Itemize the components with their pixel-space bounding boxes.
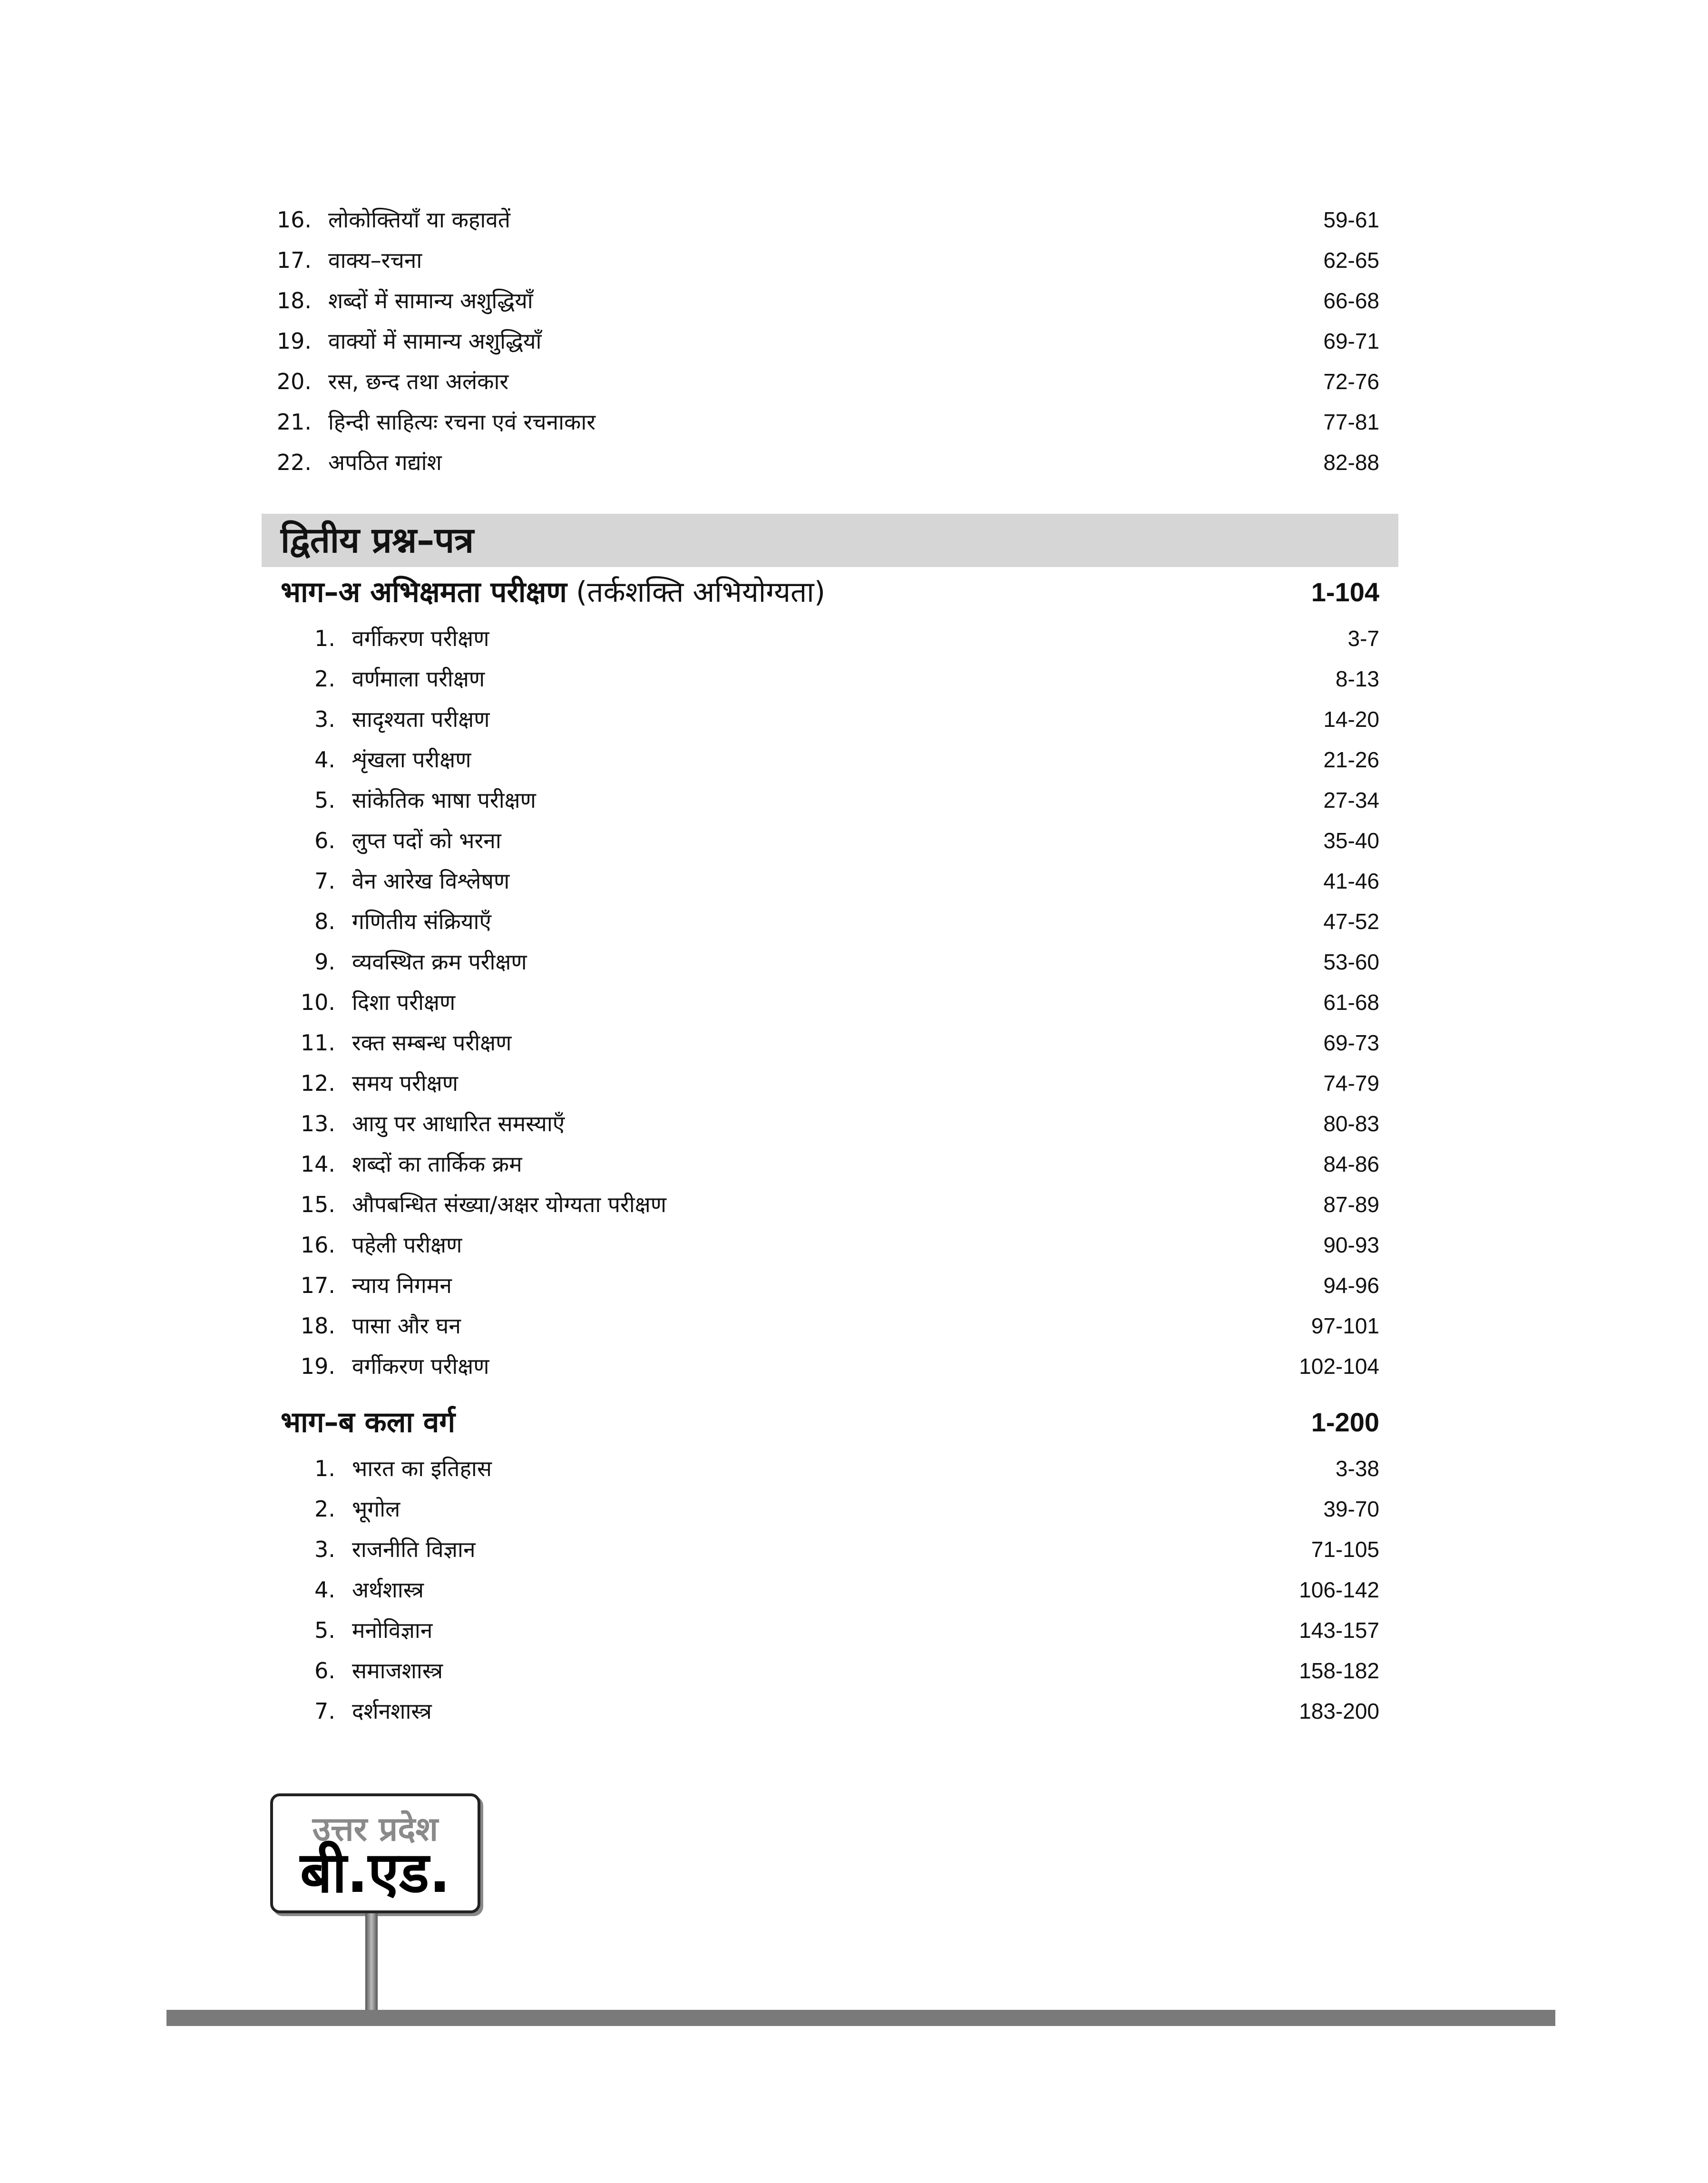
logo-line2: बी.एड.: [300, 1840, 450, 1905]
toc-num: 16.: [300, 1232, 335, 1258]
toc-num: 17.: [276, 247, 312, 273]
part-a-pages: 1-104: [1311, 577, 1379, 607]
toc-pages: 62-65: [1323, 248, 1379, 273]
toc-title: भूगोल: [352, 1496, 400, 1522]
logo-line1: उत्तर प्रदेश: [312, 1810, 439, 1849]
toc-pages: 143-157: [1299, 1618, 1379, 1643]
toc-row: [262, 240, 1394, 281]
toc-pages: 84-86: [1323, 1152, 1379, 1176]
section-band: [262, 514, 1398, 567]
toc-pages: 3-38: [1335, 1456, 1379, 1481]
toc-title: हिन्दी साहित्यः रचना एवं रचनाकार: [328, 409, 596, 435]
toc-num: 11.: [300, 1030, 335, 1056]
toc-title: वर्णमाला परीक्षण: [352, 666, 485, 692]
toc-pages: 106-142: [1299, 1577, 1379, 1602]
toc-pages: 72-76: [1323, 369, 1379, 394]
toc-pages: 41-46: [1323, 869, 1379, 893]
toc-title: वर्गीकरण परीक्षण: [352, 626, 489, 651]
toc-row: [262, 1449, 1394, 1489]
toc-row: [262, 1610, 1394, 1651]
toc-pages: 102-104: [1299, 1354, 1379, 1379]
part-b-title: [281, 1401, 455, 1444]
toc-num: 3.: [314, 706, 335, 732]
toc-num: 19.: [276, 328, 312, 354]
toc-row: [262, 901, 1394, 942]
toc-num: 6.: [314, 1658, 335, 1684]
toc-row: [262, 1023, 1394, 1063]
toc-row: [262, 618, 1394, 659]
toc-pages: 27-34: [1323, 788, 1379, 813]
toc-num: 21.: [276, 409, 312, 435]
toc-pages: 97-101: [1311, 1313, 1379, 1338]
toc-row: [262, 402, 1394, 442]
toc-row: [262, 1691, 1394, 1732]
toc-title: भारत का इतिहास: [352, 1456, 492, 1481]
toc-num: 6.: [314, 828, 335, 853]
toc-pages: 71-105: [1311, 1537, 1379, 1562]
toc-title: शृंखला परीक्षण: [352, 747, 471, 773]
toc-row: [262, 1529, 1394, 1570]
toc-pages: 94-96: [1323, 1273, 1379, 1298]
toc-row: [262, 861, 1394, 901]
toc-pages: 66-68: [1323, 288, 1379, 313]
toc-pages: 74-79: [1323, 1071, 1379, 1096]
toc-title: रस, छन्द तथा अलंकार: [328, 369, 509, 394]
toc-title: व्यवस्थित क्रम परीक्षण: [352, 949, 527, 975]
part-b-title-bold: भाग–ब कला वर्ग: [281, 1406, 455, 1439]
toc-pages: 59-61: [1323, 207, 1379, 232]
toc-num: 18.: [300, 1313, 335, 1339]
toc-pages: 158-182: [1299, 1658, 1379, 1683]
toc-num: 8.: [314, 909, 335, 934]
toc-title: समय परीक्षण: [352, 1070, 459, 1096]
footer-rule: [166, 2010, 1555, 2026]
toc-num: 1.: [314, 626, 335, 651]
toc-num: 14.: [300, 1151, 335, 1177]
toc-title: सादृश्यता परीक्षण: [352, 706, 490, 732]
toc-row: [262, 281, 1394, 321]
toc-num: 16.: [276, 207, 312, 233]
toc-row: [262, 659, 1394, 699]
toc-row: [262, 1651, 1394, 1691]
toc-list-part-b: [262, 1449, 1394, 1732]
toc-title: रक्त सम्बन्ध परीक्षण: [352, 1030, 512, 1056]
toc-row: [262, 740, 1394, 780]
sign-pole: [365, 1913, 378, 2011]
toc-row: [262, 1104, 1394, 1144]
toc-title: सांकेतिक भाषा परीक्षण: [352, 787, 536, 813]
toc-row: [262, 1063, 1394, 1104]
toc-title: शब्दों का तार्किक क्रम: [352, 1151, 522, 1177]
part-a-heading: [281, 571, 1394, 614]
toc-title: गणितीय संक्रियाएँ: [352, 909, 491, 934]
part-a-title-bold: भाग–अ अभिक्षमता परीक्षण: [281, 576, 567, 609]
toc-row: [262, 1570, 1394, 1610]
part-b-heading: [281, 1401, 1394, 1444]
toc-title: मनोविज्ञान: [352, 1617, 433, 1643]
toc-num: 10.: [300, 989, 335, 1015]
toc-row: [262, 200, 1394, 240]
toc-row: [262, 821, 1394, 861]
toc-num: 13.: [300, 1111, 335, 1136]
toc-pages: 53-60: [1323, 950, 1379, 974]
toc-num: 9.: [314, 949, 335, 975]
toc-num: 7.: [314, 1698, 335, 1724]
toc-num: 22.: [276, 450, 312, 475]
toc-pages: 39-70: [1323, 1497, 1379, 1521]
toc-num: 12.: [300, 1070, 335, 1096]
toc-list-part1: [262, 200, 1394, 483]
toc-title: दर्शनशास्त्र: [352, 1698, 432, 1724]
toc-title: लोकोक्तियाँ या कहावतें: [328, 207, 511, 233]
toc-pages: 35-40: [1323, 828, 1379, 853]
toc-title: वाक्यों में सामान्य अशुद्धियाँ: [328, 328, 542, 354]
toc-title: शब्दों में सामान्य अशुद्धियाँ: [328, 288, 533, 313]
toc-num: 19.: [300, 1353, 335, 1379]
toc-pages: 90-93: [1323, 1233, 1379, 1257]
toc-title: वेन आरेख विश्लेषण: [352, 868, 510, 894]
toc-title: आयु पर आधारित समस्याएँ: [352, 1111, 565, 1136]
toc-num: 7.: [314, 868, 335, 894]
toc-pages: 87-89: [1323, 1192, 1379, 1217]
toc-title: दिशा परीक्षण: [352, 989, 456, 1015]
toc-num: 4.: [314, 747, 335, 773]
toc-title: समाजशास्त्र: [352, 1658, 443, 1684]
toc-row: [262, 942, 1394, 982]
toc-num: 5.: [314, 787, 335, 813]
toc-num: 5.: [314, 1617, 335, 1643]
toc-pages: 82-88: [1323, 450, 1379, 475]
toc-pages: 183-200: [1299, 1699, 1379, 1723]
toc-pages: 3-7: [1347, 626, 1379, 651]
toc-num: 15.: [300, 1192, 335, 1217]
toc-num: 2.: [314, 666, 335, 692]
toc-num: 2.: [314, 1496, 335, 1522]
toc-row: [262, 1184, 1394, 1225]
toc-list-part-a: [262, 618, 1394, 1387]
toc-title: वर्गीकरण परीक्षण: [352, 1353, 489, 1379]
toc-row: [262, 1346, 1394, 1387]
toc-num: 17.: [300, 1273, 335, 1298]
toc-title: अपठित गद्यांश: [328, 450, 442, 475]
toc-num: 4.: [314, 1577, 335, 1603]
toc-row: [262, 1489, 1394, 1529]
toc-title: लुप्त पदों को भरना: [352, 828, 501, 853]
part-a-title: [281, 571, 825, 614]
toc-row: [262, 362, 1394, 402]
toc-num: 18.: [276, 288, 312, 313]
toc-row: [262, 1225, 1394, 1265]
toc-pages: 21-26: [1323, 747, 1379, 772]
logo-sign: [270, 1793, 480, 1913]
toc-row: [262, 442, 1394, 483]
toc-pages: 77-81: [1323, 410, 1379, 434]
toc-title: औपबन्धित संख्या/अक्षर योग्यता परीक्षण: [352, 1192, 666, 1217]
toc-pages: 69-71: [1323, 329, 1379, 353]
toc-num: 20.: [276, 369, 312, 394]
toc-row: [262, 1306, 1394, 1346]
toc-num: 1.: [314, 1456, 335, 1481]
toc-title: पासा और घन: [352, 1313, 461, 1339]
toc-title: पहेली परीक्षण: [352, 1232, 462, 1258]
toc-num: 3.: [314, 1537, 335, 1562]
part-b-pages: 1-200: [1311, 1407, 1379, 1437]
part-a-title-sub: (तर्कशक्ति अभियोग्यता): [566, 576, 826, 609]
section-title: द्वितीय प्रश्न–पत्र: [281, 520, 474, 561]
toc-pages: 69-73: [1323, 1030, 1379, 1055]
toc-row: [262, 780, 1394, 821]
toc-pages: 61-68: [1323, 990, 1379, 1015]
toc-title: न्याय निगमन: [352, 1273, 452, 1298]
toc-row: [262, 1144, 1394, 1184]
toc-pages: 14-20: [1323, 707, 1379, 732]
toc-row: [262, 1265, 1394, 1306]
toc-row: [262, 321, 1394, 362]
toc-pages: 47-52: [1323, 909, 1379, 934]
toc-pages: 80-83: [1323, 1111, 1379, 1136]
toc-row: [262, 982, 1394, 1023]
toc-title: राजनीति विज्ञान: [352, 1537, 476, 1562]
toc-row: [262, 699, 1394, 740]
toc-title: अर्थशास्त्र: [352, 1577, 424, 1603]
toc-title: वाक्य–रचना: [328, 247, 422, 273]
toc-pages: 8-13: [1335, 666, 1379, 691]
